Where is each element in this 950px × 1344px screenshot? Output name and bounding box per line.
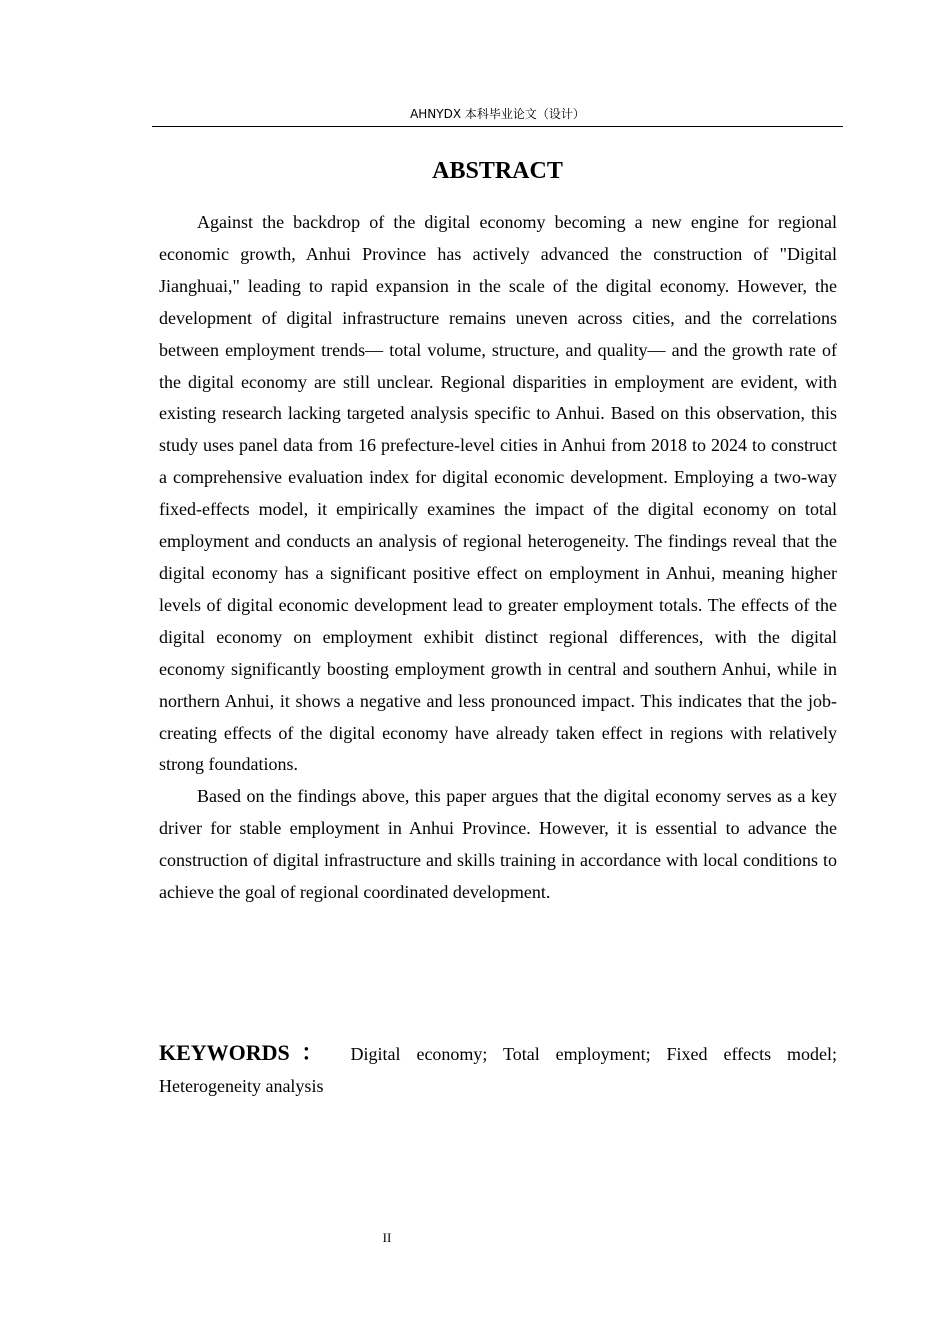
page-header: AHNYDX 本科毕业论文（设计） (152, 104, 843, 127)
keywords-label: KEYWORDS： (159, 1040, 335, 1065)
page-number: II (382, 1230, 392, 1245)
abstract-body (159, 207, 837, 909)
abstract-paragraph-1: Against the backdrop of the digital economy becoming a new engine for regional economic growth, Anhui Province has actively advanced the construction of "Digital Jianghuai," leading to rapid expansion in the scale of the digital economy. However, the development of digital infrastructure remains uneven across cities, and the correlations between employment trends— total volume, structure, and quality— and the growth rate of the digital economy are still unclear. Regional disparities in employment are evident, with existing research lacking targeted analysis specific to Anhui. Based on this observation, this study uses panel data from 16 prefecture-level cities in Anhui from 2018 to 2024 to construct a comprehensive evaluation index for digital economic development. Employing a two-way fixed-effects model, it empirically examines the impact of the digital economy on total employment and conducts an analysis of regional heterogeneity. The findings reveal that the digital economy has a significant positive effect on employment in Anhui, meaning higher levels of digital economic development lead to greater employment totals. The effects of the digital economy on employment exhibit distinct regional differences, with the digital economy significantly boosting employment growth in central and southern Anhui, while in northern Anhui, it shows a negative and less pronounced impact. This indicates that the job-creating effects of the digital economy have already taken effect in regions with relatively strong foundations. (159, 212, 837, 775)
abstract-paragraph-2: Based on the findings above, this paper argues that the digital economy serves as a key driver for stable employment in Anhui Province. However, it is essential to advance the construction of digital infrastructure and skills training in accordance with local conditions to achieve the goal of regional coordinated development. (159, 786, 837, 903)
keywords-section (159, 1037, 837, 1102)
abstract-title: ABSTRACT (432, 158, 563, 184)
keywords-text: Digital economy; Total employment; Fixed effects model; Heterogeneity analysis (159, 1044, 837, 1096)
